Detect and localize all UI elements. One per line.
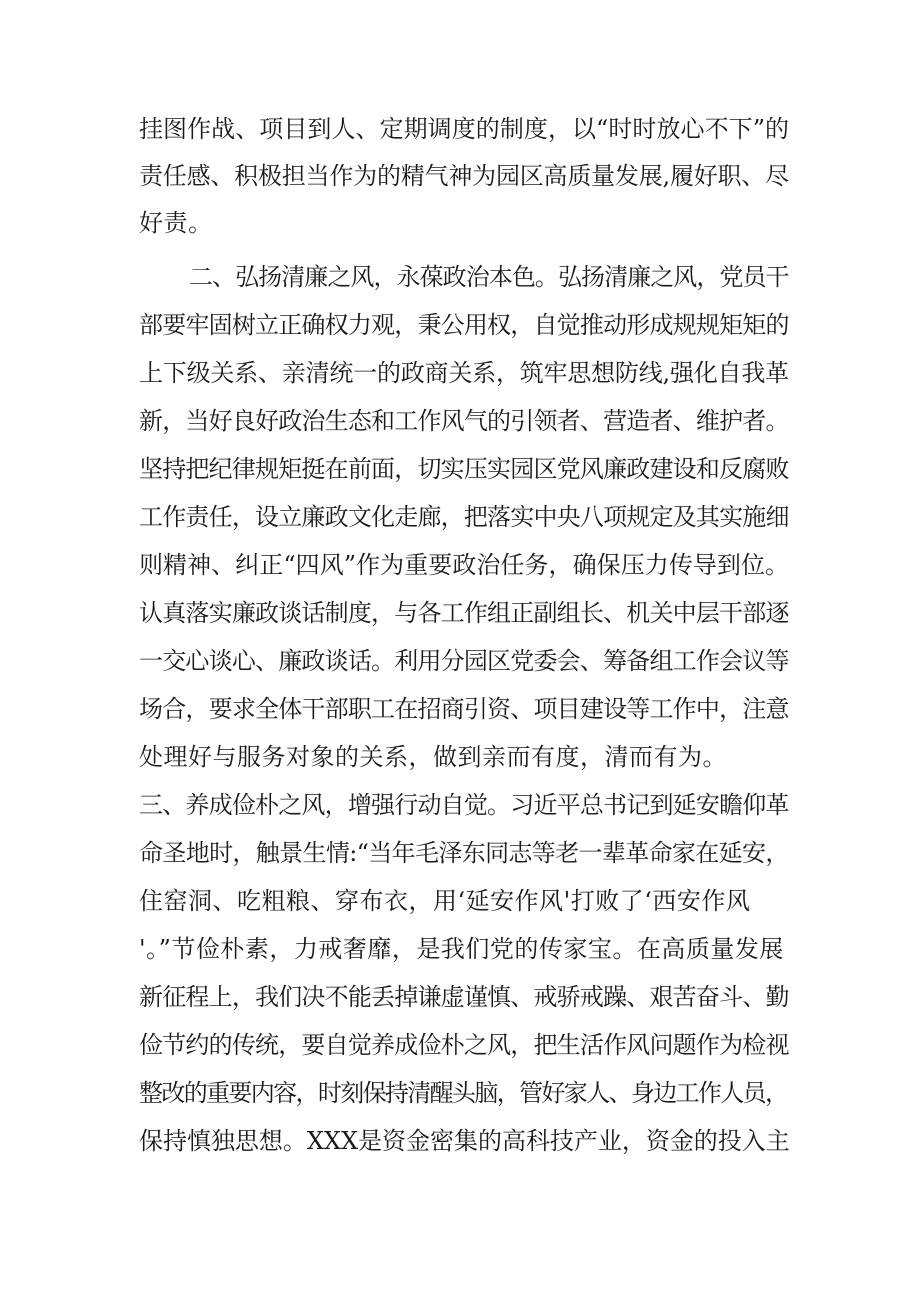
text-line: 上下级关系、亲清统一的政商关系，筑牢思想防线,强化自我革: [139, 359, 789, 387]
text-line: 住窑洞、吃粗粮、穿布衣，用‘延安作风'打败了‘西安作风: [139, 887, 751, 915]
text-line: 命圣地时，触景生情:“当年毛泽东同志等老一辈革命家在延安，: [139, 839, 789, 867]
text-line: 保持慎独思想。XXX是资金密集的高科技产业，资金的投入主: [139, 1127, 790, 1155]
paragraph-start-line: 三、养成俭朴之风，增强行动自觉。习近平总书记到延安瞻仰革: [139, 791, 789, 819]
text-line: 好责。: [139, 209, 213, 237]
text-line: 整改的重要内容，时刻保持清醒头脑，管好家人、身边工作人员，: [139, 1079, 788, 1107]
text-line: 坚持把纪律规矩挺在前面，切实压实园区党风廉政建设和反腐败: [139, 455, 789, 483]
text-line: 挂图作战、项目到人、定期调度的制度，以“时时放心不下”的: [139, 115, 790, 143]
text-line: 新征程上，我们决不能丢掉谦虚谨慎、戒骄戒躁、艰苦奋斗、勤: [139, 983, 789, 1011]
text-line: 处理好与服务对象的关系，做到亲而有度，清而有为。: [139, 743, 727, 771]
paragraph-start-line: 二、弘扬清廉之风，永葆政治本色。弘扬清廉之风，党员干: [189, 263, 789, 291]
text-line: 则精神、纠正“四风”作为重要政治任务，确保压力传导到位。: [139, 551, 790, 579]
text-line: '。”节俭朴素，力戒奢靡，是我们党的传家宝。在高质量发展: [139, 935, 784, 963]
text-line: 新，当好良好政治生态和工作风气的引领者、营造者、维护者。: [139, 407, 789, 435]
text-line: 工作责任，设立廉政文化走廊，把落实中央八项规定及其实施细: [139, 503, 789, 531]
text-line: 责任感、积极担当作为的精气神为园区高质量发展,履好职、尽: [139, 162, 789, 190]
text-line: 部要牢固树立正确权力观，秉公用权，自觉推动形成规规矩矩的: [139, 311, 789, 339]
text-line: 俭节约的传统，要自觉养成俭朴之风，把生活作风问题作为检视: [139, 1031, 789, 1059]
text-line: 一交心谈心、廉政谈话。利用分园区党委会、筹备组工作会议等: [139, 647, 789, 675]
text-line: 认真落实廉政谈话制度，与各工作组正副组长、机关中层干部逐: [139, 599, 789, 627]
text-line: 场合，要求全体干部职工在招商引资、项目建设等工作中，注意: [139, 695, 789, 723]
